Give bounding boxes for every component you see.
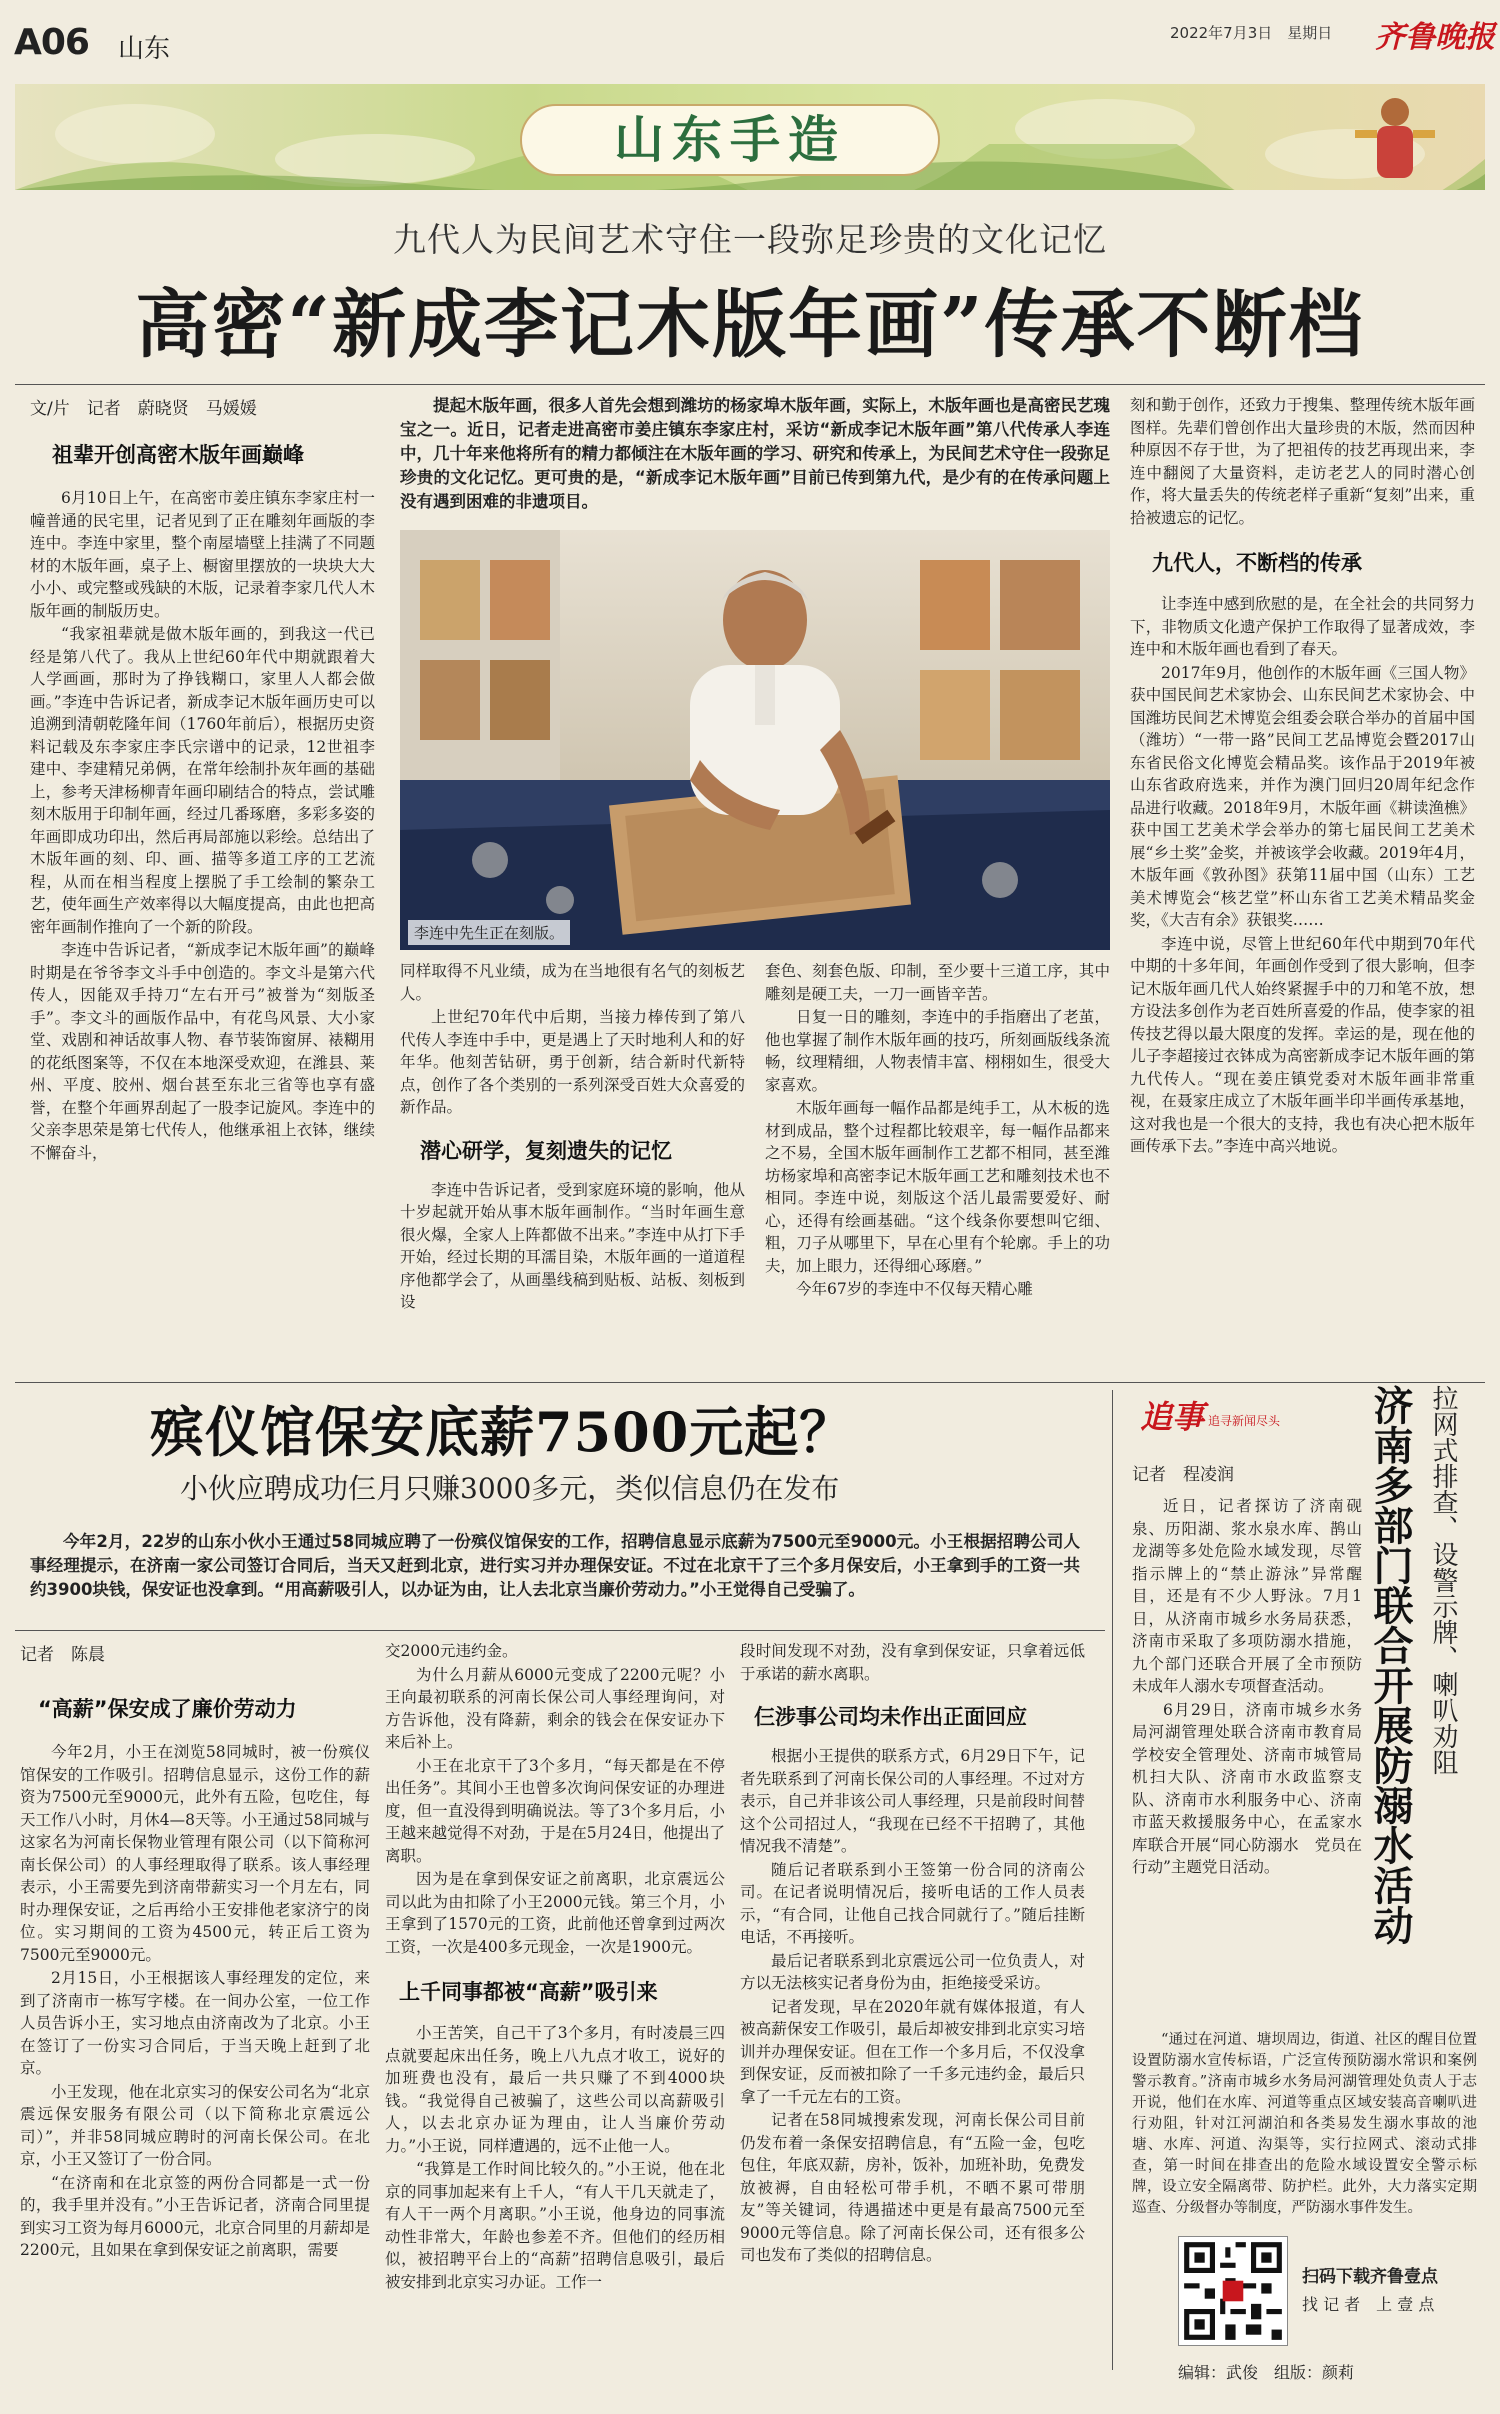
article2-subtitle: 小伙应聘成功仨月只赚3000多元，类似信息仍在发布 <box>180 1472 840 1505</box>
article2-title: 殡仪馆保安底薪7500元起？ <box>150 1400 855 1464</box>
paragraph: 6月10日上午，在高密市姜庄镇东李家庄村一幢普通的民宅里，记者见到了正在雕刻年画版的李连中。李连中家里，整个南屋墙壁上挂满了不同题材的木版年画，桌子上、橱窗里摆放的一块块大大小小、或完整或残缺的木版，记录着李家几代人木版年画的制版历史。 <box>30 489 375 620</box>
paragraph: 小王发现，他在北京实习的保安公司名为“北京震远保安服务有限公司（以下简称北京震远公司）”，并非58同城应聘时的河南长保公司。在北京，小王又签订了一份合同。 <box>20 2082 370 2168</box>
article3-byline: 记者 程凌润 <box>1132 1465 1234 1485</box>
paragraph: 李连中说，尽管上世纪60年代中期到70年代中期的十多年间，年画创作受到了很大影响，但李记木版年画几代人始终紧握手中的刀和笔不放，想方设法多创作为老百姓所喜爱的作品，使李家的祖传技艺得以最大限度的发挥。幸运的是，现在他的儿子李超接过衣钵成为高密新成李记木版年画的第九代传人。“现在姜庄镇党委对木版年画非常重视，在聂家庄成立了木版年画半印半画传承基地，这对我也是一个很大的支持，我也有决心把木版年画传承下去。”李连中高兴地说。 <box>1130 934 1475 1155</box>
zhuishi-subtag: 追寻新闻尽头 <box>1208 1414 1281 1428</box>
paragraph: 小王在北京干了3个多月，“每天都是在不停出任务”。其间小王也曾多次询问保安证的办理进度，但一直没得到明确说法。等了3个多月后，小王越来越觉得不对劲，于是在5月24日，他提出了离职。 <box>385 1756 725 1865</box>
article1-title: 高密“新成李记木版年画”传承不断档 <box>135 282 1365 368</box>
paragraph: 日复一日的雕刻，李连中的手指磨出了老茧，他也掌握了制作木版年画的技巧，所刻画版线条流畅，纹理精细，人物表情丰富、栩栩如生，很受大家喜欢。 <box>765 1008 1110 1094</box>
article1-byline: 文/片 记者 蔚晓贤 马媛媛 <box>30 399 257 419</box>
article1-subtitle: 九代人为民间艺术守住一段弥足珍贵的文化记忆 <box>393 220 1107 259</box>
paragraph: 为什么月薪从6000元变成了2200元呢？小王向最初联系的河南长保公司人事经理询问，对方告诉他，没有降薪，剩余的钱会在保安证办下来后补上。 <box>385 1665 725 1751</box>
paragraph: 今年2月，小王在浏览58同城时，被一份殡仪馆保安的工作吸引。招聘信息显示，这份工作的薪资为7500元至9000元，此外有五险，包吃住，每天工作八小时，月休4—8天等。小王通过58同城与这家名为河南长保物业管理有限公司（以下简称河南长保公司）的人事经理取得了联系。该人事经理表示，小王需要先到济南带薪实习一个月左右，同时办理保安证，之后再给小王安排他老家济宁的岗位。实习期间的工资为4500元，转正后工资为7500元至9000元。 <box>20 1743 370 1964</box>
article3-column-lower <box>1132 2030 1477 2225</box>
paragraph: 段时间发现不对劲，没有拿到保安证，只拿着远低于承诺的薪水离职。 <box>740 1642 1085 1683</box>
paragraph: 李连中告诉记者，“新成李记木版年画”的巅峰时期是在爷爷李文斗手中创造的。李文斗是第六代传人，因能双手持刀“左右开弓”被誉为“刻版圣手”。李文斗的画版作品中，有花鸟风景、大小家堂、戏剧和神话故事人物、春节装饰窗屏、裱糊用的花纸图案等，不仅在本地深受欢迎，在潍县、莱州、平度、胶州、烟台甚至东北三省等也享有盛誉，在整个年画界刮起了一股李记旋风。李连中的父亲李思荣是第七代传人，他继承祖上衣钵，继续不懈奋斗， <box>30 941 375 1162</box>
qr-code[interactable] <box>1178 2236 1288 2346</box>
article2-column-3 <box>740 1640 1085 2360</box>
article1-heading-nine-generations: 九代人，不断档的传承 <box>1152 551 1362 575</box>
article2-column-1 <box>20 1640 370 2360</box>
paragraph: 今年67岁的李连中不仅每天精心雕 <box>796 1280 1033 1298</box>
photo-caption: 李连中先生正在刻版。 <box>408 920 570 945</box>
banner-figure-graphic <box>1325 90 1465 186</box>
article2-column-2 <box>385 1640 725 2360</box>
paragraph: 记者发现，早在2020年就有媒体报道，有人被高薪保安工作吸引，最后却被安排到北京实习培训并办理保安证。但在工作一个多月后，不仅没拿到保安证，反而被扣除了一千多元违约金，最后只拿了一千元左右的工资。 <box>740 1997 1085 2106</box>
paragraph: “我算是工作时间比较久的。”小王说，他在北京的同事加起来有上千人，“有人干几天就走了，有人干一两个月离职。”小王说，他身边的同事流动性非常大，年龄也参差不齐。但他们的经历相似，被招聘平台上的“高薪”招聘信息吸引，最后被安排到北京实习办证。工作一 <box>385 2160 725 2291</box>
qr-caption-2: 找 记 者 上 壹 点 <box>1302 2295 1435 2314</box>
paragraph: 记者在58同城搜索发现，河南长保公司目前仍发布着一条保安招聘信息，有“五险一金，包吃包住，年底双薪，房补，饭补，加班补助，免费发放被褥，自由轻松可带手机，不晒不累可带朋友”等关键词，待遇描述中更是有最高7500元至9000元等信息。除了河南长保公司，还有很多公司也发布了类似的招聘信息。 <box>740 2111 1085 2264</box>
article1-column-1 <box>30 394 375 1379</box>
newspaper-logo: 齐鲁晚报 <box>1375 20 1495 55</box>
article2-heading-3: 仨涉事公司均未作出正面回应 <box>754 1705 1027 1729</box>
article3-column-upper <box>1132 1495 1362 2015</box>
article2-byline: 记者 陈晨 <box>20 1645 105 1665</box>
zhuishi-tag: 追事 <box>1140 1398 1205 1436</box>
article2-heading-2: 上千同事都被“高薪”吸引来 <box>399 1980 658 2004</box>
paragraph: 近日，记者探访了济南砚泉、历阳湖、浆水泉水库、鹊山龙湖等多处危险水域发现，尽管指示牌上的“禁止游泳”异常醒目，还是有不少人野泳。7月1日，从济南市城乡水务局获悉，济南市采取了多项防溺水措施，九个部门还联合开展了全市预防未成年人溺水专项督查活动。 <box>1132 1497 1362 1695</box>
editor-credit: 编辑：武俊 组版：颜莉 <box>1178 2363 1355 2382</box>
page-header <box>0 0 1500 90</box>
paragraph: 刻和勤于创作，还致力于搜集、整理传统木版年画图样。先辈们曾创作出大量珍贵的木版，然而因种种原因不存于世，为了把祖传的技艺再现出来，李连中翻阅了大量资料，走访老艺人的同时潜心创作，将大量丢失的传统老样子重新“复刻”出来，重拾被遗忘的记忆。 <box>1130 396 1475 527</box>
article1-photo <box>400 530 1110 950</box>
paragraph: 上世纪70年代中后期，当接力棒传到了第八代传人李连中手中，更是遇上了天时地利人和的好年华。他刻苦钻研，勇于创新，结合新时代新特点，创作了各个类别的一系列深受百姓大众喜爱的新作品。 <box>400 1008 745 1116</box>
paragraph: “通过在河道、塘坝周边，街道、社区的醒目位置设置防溺水宣传标语，广泛宣传预防溺水常识和案例警示教育。”济南市城乡水务局河湖管理处负责人于志开说，他们在水库、河道等重点区域安装高音喇叭进行劝阻，针对江河湖泊和各类易发生溺水事故的池塘、水库、河道、沟渠等，实行拉网式、滚动式排查，第一时间在排查出的危险水域设置安全警示标牌，设立安全隔离带、防护栏。此外，大力落实定期巡查、分级督办等制度，严防溺水事件发生。 <box>1132 2032 1477 2216</box>
article1-column-3 <box>765 960 1110 1380</box>
paragraph: 套色、刻套色版、印制，至少要十三道工序，其中雕刻是硬工夫，一刀一画皆辛苦。 <box>765 962 1110 1003</box>
paragraph: “我家祖辈就是做木版年画的，到我这一代已经是第八代了。我从上世纪60年代中期就跟着大人学画画，那时为了挣钱糊口，家里人人都会做画。”李连中告诉记者，新成李记木版年画历史可以追溯到清朝乾隆年间（1760年前后），根据历史资料记载及东李家庄李氏宗谱中的记录，12世祖李建中、李建精兄弟俩，在常年绘制扑灰年画的基础上，参考天津杨柳青年画印刷结合的特点，尝试雕刻木版用于印制年画，经过几番琢磨，多彩多姿的年画即成功印出，然后再局部施以彩绘。总结出了木版年画的刻、印、画、描等多道工序的工艺流程，从而在相当程度上摆脱了手工绘制的繁杂工艺，使年画生产效率得以大幅度提高，由此也把高密年画制作推向了一个新的阶段。 <box>30 625 375 936</box>
article1-column-4 <box>1130 394 1475 1379</box>
paragraph: 交2000元违约金。 <box>385 1642 518 1660</box>
article3-title: 济南多部门联合开展防溺水活动 <box>1367 1385 1414 1945</box>
issue-date: 2022年7月3日 星期日 <box>1170 24 1333 42</box>
article1-heading-ancestors: 祖辈开创高密木版年画巅峰 <box>52 443 304 467</box>
page-number: A06 <box>14 22 89 63</box>
paragraph: 木版年画每一幅作品都是纯手工，从木板的选材到成品，整个过程都比较艰辛，每一幅作品都来之不易，全国木版年画制作工艺都不相同，甚至潍坊杨家埠和高密李记木版年画工艺和雕刻技术也不相同。李连中说，刻版这个活儿最需要爱好、耐心，还得有绘画基础。“这个线条你要想叫它细、粗，刀子从哪里下，早在心里有个轮廓。手上的功夫，加上眼力，还得细心琢磨。” <box>765 1099 1110 1275</box>
paragraph: “在济南和在北京签的两份合同都是一式一份的，我手里并没有。”小王告诉记者，济南合同里提到实习工资为每月6000元，北京合同里的月薪却是2200元，且如果在拿到保安证之前离职，需要 <box>20 2173 370 2259</box>
article1-intro: 提起木版年画，很多人首先会想到潍坊的杨家埠木版年画，实际上，木版年画也是高密民艺瑰宝之一。近日，记者走进高密市姜庄镇东李家庄村，采访“新成李记木版年画”第八代传承人李连中，几十年来他将所有的精力都倾注在木版年画的学习、研究和传承上，为民间艺术守住一段弥足珍贵的文化记忆。更可贵的是，“新成李记木版年画”目前已传到第九代，是少有的在传承问题上没有遇到困难的非遗项目。 <box>400 396 1110 511</box>
paragraph: 随后记者联系到小王签第一份合同的济南公司。在记者说明情况后，接听电话的工作人员表示，“有合同，让他自己找合同就行了。”随后挂断电话，不再接听。 <box>740 1860 1085 1946</box>
section-name: 山东 <box>118 34 171 64</box>
qr-code-icon <box>1179 2237 1287 2345</box>
paragraph: 小王苦笑，自己干了3个多月，有时凌晨三四点就要起床出任务，晚上八九点才收工，说好的加班费也没有，最后一共只赚了不到4000块钱。“我觉得自己被骗了，这些公司以高薪吸引人，以去北京办证为理由，让人当廉价劳动力。”小王说，同样遭遇的，远不止他一人。 <box>385 2024 725 2155</box>
paragraph: 2017年9月，他创作的木版年画《三国人物》获中国民间艺术家协会、山东民间艺术家协会、中国潍坊民间艺术博览会组委会联合举办的首届中国（潍坊）“一带一路”民间工艺品博览会暨2017山东省民俗文化博览会精品奖。该作品于2019年被山东省政府选来，并作为澳门回归20周年纪念作品进行收藏。2018年9月，木版年画《耕读渔樵》获中国工艺美术学会举办的第七届民间工艺美术展“乡土奖”金奖，并被该学会收藏。2019年4月，木版年画《敦孙图》获第11届中国（山东）工艺美术博览会“核艺堂”杯山东省工艺美术精品奖金奖，《大吉有余》获银奖…… <box>1130 663 1475 929</box>
qr-caption: 扫码下载齐鲁壹点 <box>1302 2267 1438 2287</box>
paragraph: 6月29日，济南市城乡水务局河湖管理处联合济南市教育局学校安全管理处、济南市城管局机扫大队、济南市水政监察支队、济南市水利服务中心、济南市蓝天救援服务中心，在孟家水库联合开展“同心防溺水 党员在行动”主题党日活动。 <box>1132 1700 1362 1876</box>
paragraph: 同样取得不凡业绩，成为在当地很有名气的刻板艺人。 <box>400 962 745 1003</box>
divider <box>15 1382 1485 1383</box>
zhuishi-badge <box>1130 1392 1360 1436</box>
divider <box>15 384 1485 385</box>
paragraph: 因为是在拿到保安证之前离职，北京震远公司以此为由扣除了小王2000元钱。第三个月，小王拿到了1570元的工资，此前他还曾拿到过两次工资，一次是400多元现金，一次是1900元。 <box>385 1870 725 1956</box>
divider <box>15 1630 1105 1631</box>
article1-intro-box <box>400 394 1110 524</box>
column-title: 山东手造 <box>520 104 940 176</box>
paragraph: 最后记者联系到北京震远公司一位负责人，对方以无法核实记者身份为由，拒绝接受采访。 <box>740 1951 1085 1992</box>
divider <box>1112 1390 1113 2370</box>
paragraph: 2月15日，小王根据该人事经理发的定位，来到了济南市一栋写字楼。在一间办公室，一位工作人员告诉小王，实习地点由济南改为了北京。小王在签订了一份实习合同后，于当天晚上赶到了北京。 <box>20 1969 370 2077</box>
paragraph: 李连中告诉记者，受到家庭环境的影响，他从十岁起就开始从事木版年画制作。“当时年画生意很火爆，全家人上阵都做不出来。”李连中从打下手开始，经过长期的耳濡目染，木版年画的一道道程序他都学会了，从画墨线稿到贴板、站板、刻板到设 <box>400 1180 745 1311</box>
paragraph: 让李连中感到欣慰的是，在全社会的共同努力下，非物质文化遗产保护工作取得了显著成效，李连中和木版年画也看到了春天。 <box>1130 595 1475 658</box>
article2-heading-1: “高薪”保安成了廉价劳动力 <box>38 1697 297 1721</box>
paragraph: 根据小王提供的联系方式，6月29日下午，记者先联系到了河南长保公司的人事经理。不过对方表示，自己并非该公司人事经理，只是前段时间替这个公司招过人，“我现在已经不干招聘了，其他情况我不清楚”。 <box>740 1747 1085 1855</box>
artisan-carving-image <box>400 530 1110 950</box>
article3-subtitle: 拉网式排查、设警示牌、喇叭劝阻 <box>1428 1385 1458 1775</box>
article1-heading-revive: 潜心研学，复刻遗失的记忆 <box>420 1138 672 1163</box>
article1-column-2 <box>400 960 745 1380</box>
article2-intro: 今年2月，22岁的山东小伙小王通过58同城应聘了一份殡仪馆保安的工作，招聘信息显示底薪为7500元至9000元。小王根据招聘公司人事经理提示，在济南一家公司签订合同后，当天又赶到北京，进行实习并办理保安证。不过在北京干了三个多月保安后，小王拿到手的工资一共约3900块钱，保安证也没拿到。“用高薪吸引人，以办证为由，让人去北京当廉价劳动力。”小王觉得自己受骗了。 <box>30 1532 1080 1599</box>
